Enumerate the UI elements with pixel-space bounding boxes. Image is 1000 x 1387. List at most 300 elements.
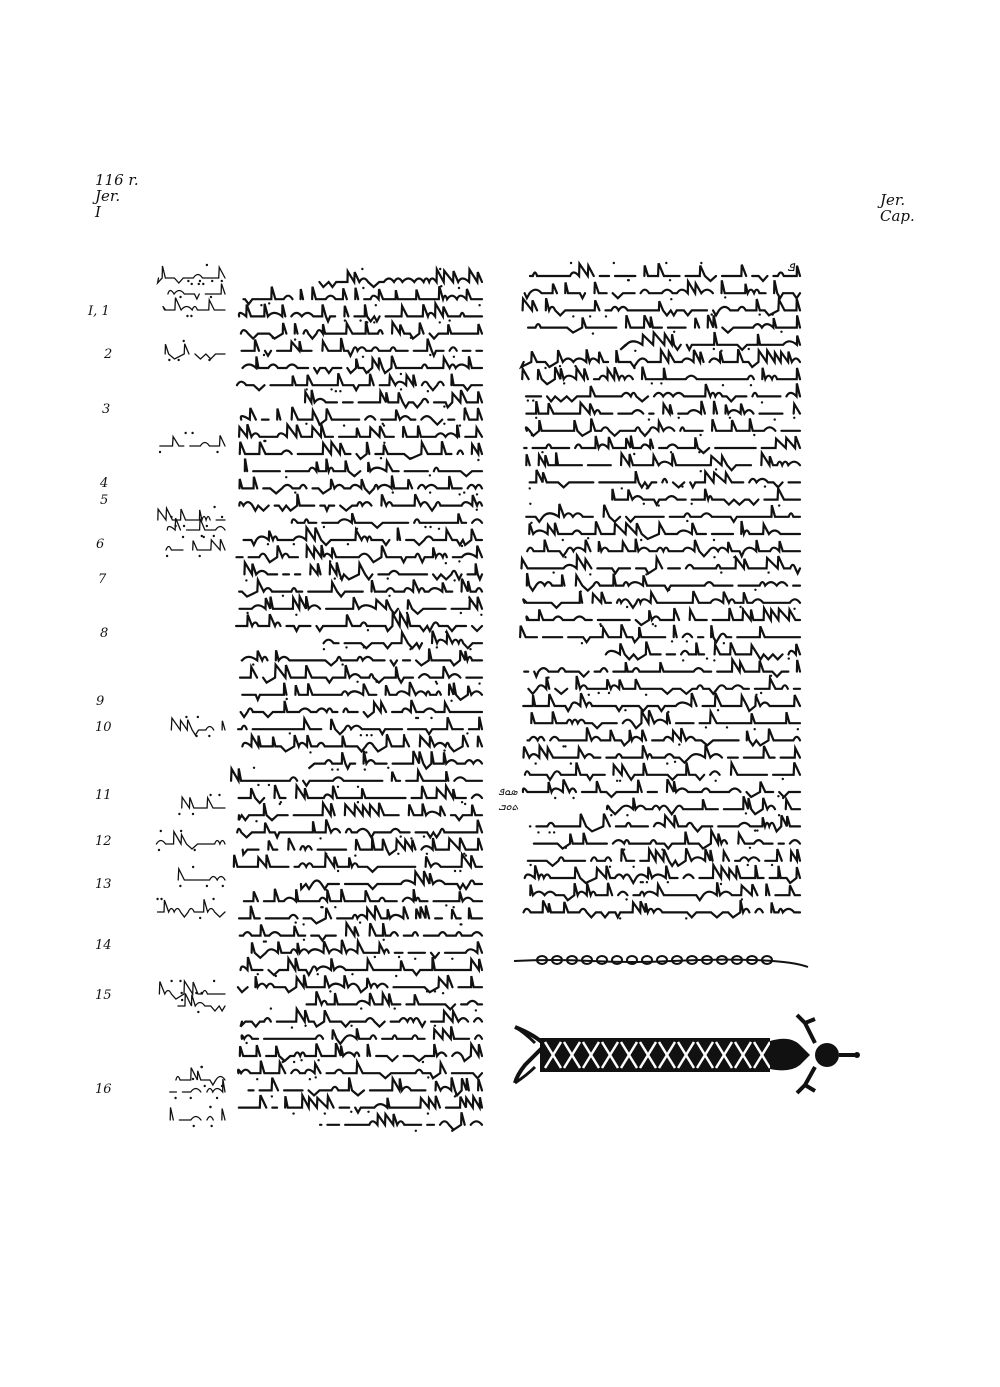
script-line <box>165 344 225 359</box>
diacritic-dot <box>686 520 688 522</box>
diacritic-dot <box>640 881 642 883</box>
script-line <box>178 869 225 880</box>
diacritic-dot <box>160 898 162 900</box>
diacritic-dot <box>392 491 394 493</box>
diacritic-dot <box>359 457 361 459</box>
diacritic-dot <box>395 975 397 977</box>
diacritic-dot <box>713 348 715 350</box>
script-line <box>234 854 482 872</box>
diacritic-dot <box>168 359 170 361</box>
script-line <box>522 367 800 385</box>
diacritic-dot <box>660 382 662 384</box>
diacritic-dot <box>180 830 182 832</box>
diacritic-dot <box>178 813 180 815</box>
script-line <box>527 573 800 590</box>
diacritic-dot <box>194 849 196 851</box>
diacritic-dot <box>359 319 361 321</box>
diacritic-dot <box>576 554 578 556</box>
diacritic-dot <box>452 906 454 908</box>
diacritic-dot <box>713 556 715 558</box>
diacritic-dot <box>563 382 565 384</box>
script-line <box>524 900 800 917</box>
diacritic-dot <box>670 298 672 300</box>
diacritic-dot <box>633 453 635 455</box>
diacritic-dot <box>382 939 384 941</box>
diacritic-dot <box>213 506 215 508</box>
diacritic-dot <box>797 728 799 730</box>
diacritic-dot <box>657 504 659 506</box>
diacritic-dot <box>394 1007 396 1009</box>
diacritic-dot <box>651 382 653 384</box>
diacritic-dot <box>678 417 680 419</box>
diacritic-dot <box>429 474 431 476</box>
diacritic-dot <box>445 562 447 564</box>
diacritic-dot <box>754 829 756 831</box>
diacritic-dot <box>170 980 172 982</box>
diacritic-dot <box>323 648 325 650</box>
diacritic-dot <box>329 560 331 562</box>
diacritic-dot <box>195 735 197 737</box>
diacritic-dot <box>197 1011 199 1013</box>
diacritic-dot <box>271 818 273 820</box>
diacritic-dot <box>179 980 181 982</box>
diacritic-dot <box>344 319 346 321</box>
script-line <box>237 373 482 390</box>
diacritic-dot <box>445 904 447 906</box>
verse-number: 4 <box>100 476 109 491</box>
diacritic-dot <box>211 280 213 282</box>
diacritic-dot <box>199 917 201 919</box>
diacritic-dot <box>463 491 465 493</box>
diacritic-dot <box>256 1078 258 1080</box>
diacritic-dot <box>282 1061 284 1063</box>
script-line <box>241 1009 482 1027</box>
diacritic-dot <box>400 835 402 837</box>
diacritic-dot <box>529 864 531 866</box>
diacritic-dot <box>414 958 416 960</box>
script-line <box>237 459 482 477</box>
diacritic-dot <box>460 923 462 925</box>
diacritic-dot <box>476 509 478 511</box>
diacritic-dot <box>179 296 181 298</box>
diacritic-dot <box>294 921 296 923</box>
diacritic-dot <box>202 283 204 285</box>
script-line <box>239 424 482 437</box>
diacritic-dot <box>548 831 550 833</box>
diacritic-dot <box>387 577 389 579</box>
diacritic-dot <box>335 390 337 392</box>
chapter-note <box>880 192 940 224</box>
script-line <box>612 488 800 504</box>
diacritic-dot <box>351 973 353 975</box>
diacritic-dot <box>572 797 574 799</box>
diacritic-dot <box>303 939 305 941</box>
margin-glosses <box>125 268 230 1138</box>
diacritic-dot <box>324 1112 326 1114</box>
script-line <box>523 693 800 711</box>
script-line <box>239 1095 482 1112</box>
diacritic-dot <box>634 350 636 352</box>
diacritic-dot <box>330 388 332 390</box>
diacritic-dot <box>423 835 425 837</box>
diacritic-dot <box>714 780 716 782</box>
diacritic-dot <box>750 384 752 386</box>
diacritic-dot <box>552 571 554 573</box>
script-line <box>178 993 225 1011</box>
diacritic-dot <box>203 536 205 538</box>
diacritic-dot <box>722 384 724 386</box>
diacritic-dot <box>626 814 628 816</box>
diacritic-dot <box>315 1076 317 1078</box>
diacritic-dot <box>415 1130 417 1132</box>
script-line <box>526 383 800 401</box>
diacritic-dot <box>592 332 594 334</box>
diacritic-dot <box>382 423 384 425</box>
diacritic-dot <box>210 1125 212 1127</box>
diacritic-dot <box>415 717 417 719</box>
diacritic-dot <box>206 264 208 266</box>
script-line <box>523 779 800 797</box>
diacritic-dot <box>309 751 311 753</box>
script-line <box>160 539 225 550</box>
band-bead <box>597 956 607 964</box>
script-line <box>524 470 800 488</box>
margin-mark: ܬܘܒ <box>498 800 519 813</box>
diacritic-dot <box>771 313 773 315</box>
diacritic-dot <box>206 525 208 527</box>
diacritic-dot <box>771 864 773 866</box>
diacritic-dot <box>252 663 254 665</box>
diacritic-dot <box>764 485 766 487</box>
diacritic-dot <box>218 794 220 796</box>
chapter-book: Jer. <box>880 191 906 209</box>
diacritic-dot <box>264 440 266 442</box>
diacritic-dot <box>464 803 466 805</box>
diacritic-dot <box>625 898 627 900</box>
diacritic-dot <box>459 870 461 872</box>
verse-number: 9 <box>96 694 105 709</box>
diacritic-dot <box>213 535 215 537</box>
script-line <box>158 899 225 917</box>
verse-number: 3 <box>102 402 111 417</box>
diacritic-dot <box>700 262 702 264</box>
diacritic-dot <box>410 457 412 459</box>
script-line <box>168 284 225 299</box>
script-line <box>162 1107 225 1120</box>
diacritic-dot <box>406 612 408 614</box>
diacritic-dot <box>645 573 647 575</box>
diacritic-dot <box>739 606 741 608</box>
diacritic-dot <box>305 423 307 425</box>
diacritic-dot <box>782 778 784 780</box>
script-line <box>526 418 800 435</box>
diacritic-dot <box>435 681 437 683</box>
diacritic-dot <box>199 280 201 282</box>
diacritic-dot <box>572 315 574 317</box>
diacritic-dot <box>270 1007 272 1009</box>
diacritic-dot <box>183 525 185 527</box>
diacritic-dot <box>181 999 183 1001</box>
script-line <box>528 848 800 865</box>
script-line <box>522 710 800 728</box>
script-line <box>172 797 225 808</box>
diacritic-dot <box>305 388 307 390</box>
script-line <box>160 718 225 735</box>
diacritic-dot <box>245 579 247 581</box>
diacritic-dot <box>710 313 712 315</box>
diacritic-dot <box>433 354 435 356</box>
diacritic-dot <box>643 503 645 505</box>
script-line <box>242 649 482 666</box>
decorative-band-thin <box>512 945 812 975</box>
diacritic-dot <box>564 556 566 558</box>
diacritic-dot <box>174 1097 176 1099</box>
diacritic-dot <box>442 992 444 994</box>
diacritic-dot <box>186 315 188 317</box>
diacritic-dot <box>778 814 780 816</box>
diacritic-dot <box>293 543 295 545</box>
diacritic-dot <box>366 734 368 736</box>
diacritic-dot <box>729 417 731 419</box>
diacritic-dot <box>212 898 214 900</box>
verse-number: 6 <box>96 537 105 552</box>
script-line <box>236 545 482 562</box>
diacritic-dot <box>670 451 672 453</box>
diacritic-dot <box>291 1026 293 1028</box>
diacritic-dot <box>443 405 445 407</box>
diacritic-dot <box>309 1078 311 1080</box>
diacritic-dot <box>678 743 680 745</box>
diacritic-dot <box>700 470 702 472</box>
diacritic-dot <box>268 302 270 304</box>
diacritic-dot <box>197 716 199 718</box>
diacritic-dot <box>354 474 356 476</box>
diacritic-dot <box>440 285 442 287</box>
diacritic-dot <box>448 319 450 321</box>
diacritic-dot <box>359 921 361 923</box>
diacritic-dot <box>367 1111 369 1113</box>
verse-number: 2 <box>104 347 113 362</box>
script-line <box>241 957 482 975</box>
diacritic-dot <box>748 348 750 350</box>
diacritic-dot <box>370 734 372 736</box>
diacritic-dot <box>257 973 259 975</box>
diacritic-dot <box>605 315 607 317</box>
diacritic-dot <box>619 780 621 782</box>
script-line <box>309 751 482 769</box>
diacritic-dot <box>544 367 546 369</box>
diacritic-dot <box>588 694 590 696</box>
diacritic-dot <box>210 296 212 298</box>
diacritic-dot <box>367 371 369 373</box>
diacritic-dot <box>480 614 482 616</box>
script-line <box>324 631 482 648</box>
verse-number: 11 <box>95 788 112 803</box>
diacritic-dot <box>640 539 642 541</box>
diacritic-dot <box>621 487 623 489</box>
diacritic-dot <box>553 831 555 833</box>
diacritic-dot <box>537 831 539 833</box>
diacritic-dot <box>159 451 161 453</box>
diacritic-dot <box>329 990 331 992</box>
diacritic-dot <box>221 280 223 282</box>
diacritic-dot <box>409 648 411 650</box>
diacritic-dot <box>195 992 197 994</box>
diacritic-dot <box>213 980 215 982</box>
script-line <box>301 871 482 889</box>
band-bead <box>657 956 667 964</box>
diacritic-dot <box>410 337 412 339</box>
diacritic-dot <box>319 837 321 839</box>
diacritic-dot <box>331 768 333 770</box>
diacritic-dot <box>619 917 621 919</box>
diacritic-dot <box>690 503 692 505</box>
diacritic-dot <box>554 797 556 799</box>
diacritic-dot <box>671 640 673 642</box>
diacritic-dot <box>204 1085 206 1087</box>
diacritic-dot <box>192 813 194 815</box>
diacritic-dot <box>400 388 402 390</box>
diacritic-dot <box>374 956 376 958</box>
diacritic-dot <box>451 1130 453 1132</box>
diacritic-dot <box>782 797 784 799</box>
script-line <box>607 796 800 814</box>
diacritic-dot <box>559 365 561 367</box>
diacritic-dot <box>192 866 194 868</box>
diacritic-dot <box>208 735 210 737</box>
diacritic-dot <box>398 956 400 958</box>
script-line <box>524 436 800 453</box>
diacritic-dot <box>529 503 531 505</box>
diacritic-dot <box>723 642 725 644</box>
diacritic-dot <box>192 1078 194 1080</box>
diacritic-dot <box>669 279 671 281</box>
diacritic-dot <box>267 543 269 545</box>
diacritic-dot <box>292 1112 294 1114</box>
script-line <box>523 591 800 608</box>
script-line <box>530 814 800 832</box>
script-line <box>160 435 225 446</box>
diacritic-dot <box>562 745 564 747</box>
diacritic-dot <box>222 885 224 887</box>
diacritic-dot <box>334 577 336 579</box>
diacritic-dot <box>760 692 762 694</box>
diacritic-dot <box>529 487 531 489</box>
diacritic-dot <box>156 898 158 900</box>
script-line <box>523 745 800 763</box>
diacritic-dot <box>570 762 572 764</box>
diacritic-dot <box>427 390 429 392</box>
diacritic-dot <box>361 268 363 270</box>
diacritic-dot <box>741 898 743 900</box>
diacritic-dot <box>698 451 700 453</box>
diacritic-dot <box>541 451 543 453</box>
diacritic-dot <box>357 786 359 788</box>
diacritic-dot <box>387 767 389 769</box>
script-line <box>235 562 482 579</box>
diacritic-dot <box>465 854 467 856</box>
verse-number: 7 <box>98 572 107 587</box>
script-line <box>525 762 800 779</box>
diacritic-dot <box>459 424 461 426</box>
diacritic-dot <box>461 801 463 803</box>
diacritic-dot <box>184 432 186 434</box>
diacritic-dot <box>426 990 428 992</box>
diacritic-dot <box>754 589 756 591</box>
diacritic-dot <box>453 356 455 358</box>
diacritic-dot <box>388 595 390 597</box>
diacritic-dot <box>463 853 465 855</box>
diacritic-dot <box>263 940 265 942</box>
diacritic-dot <box>337 768 339 770</box>
script-line <box>152 508 225 520</box>
script-line <box>156 832 225 849</box>
diacritic-dot <box>705 726 707 728</box>
diacritic-dot <box>190 1097 192 1099</box>
script-line <box>236 613 482 631</box>
diacritic-dot <box>339 390 341 392</box>
script-line <box>170 1079 225 1092</box>
script-line <box>176 1068 225 1085</box>
diacritic-dot <box>302 923 304 925</box>
diacritic-dot <box>654 625 656 627</box>
script-line <box>524 660 800 677</box>
chapter-label: Cap. <box>880 207 915 225</box>
diacritic-dot <box>532 399 534 401</box>
script-line <box>600 642 800 660</box>
diacritic-dot <box>300 1059 302 1061</box>
diacritic-dot <box>293 1061 295 1063</box>
diacritic-dot <box>475 1009 477 1011</box>
diacritic-dot <box>534 762 536 764</box>
script-line <box>526 608 800 625</box>
diacritic-dot <box>758 313 760 315</box>
diacritic-dot <box>427 1112 429 1114</box>
script-line <box>528 831 800 849</box>
diacritic-dot <box>317 1059 319 1061</box>
diacritic-dot <box>430 717 432 719</box>
diacritic-dot <box>426 853 428 855</box>
diacritic-dot <box>749 847 751 849</box>
diacritic-dot <box>246 612 248 614</box>
diacritic-dot <box>478 304 480 306</box>
script-line <box>240 441 482 459</box>
diacritic-dot <box>357 801 359 803</box>
diacritic-dot <box>767 571 769 573</box>
script-line <box>244 527 482 545</box>
diacritic-dot <box>380 457 382 459</box>
script-line <box>238 975 482 992</box>
verse-number: 12 <box>95 834 112 849</box>
script-line <box>243 940 482 958</box>
diacritic-dot <box>343 424 345 426</box>
diacritic-dot <box>364 768 366 770</box>
diacritic-dot <box>253 767 255 769</box>
diacritic-dot <box>699 434 701 436</box>
script-line <box>158 266 225 283</box>
diacritic-dot <box>271 1095 273 1097</box>
diacritic-dot <box>720 571 722 573</box>
script-line <box>521 349 800 367</box>
script-line <box>239 579 482 597</box>
diacritic-dot <box>208 359 210 361</box>
diacritic-dot <box>373 321 375 323</box>
diacritic-dot <box>245 1042 247 1044</box>
diacritic-dot <box>429 354 431 356</box>
script-line <box>163 298 225 310</box>
diacritic-dot <box>383 442 385 444</box>
diacritic-dot <box>668 589 670 591</box>
